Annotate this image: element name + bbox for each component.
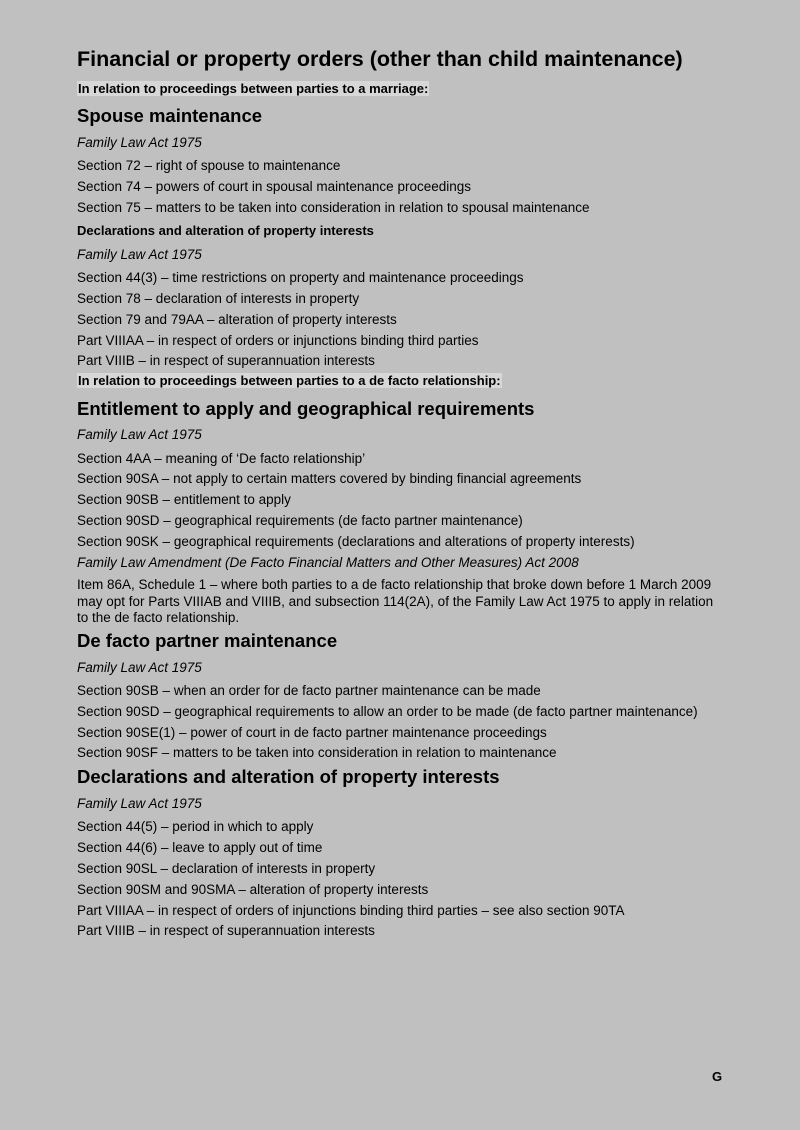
list-item: Section 90SF – matters to be taken into consideration in relation to maintenance <box>77 745 557 760</box>
list-item: Section 90SM and 90SMA – alteration of property interests <box>77 882 429 897</box>
list-item: Section 90SL – declaration of interests in property <box>77 861 376 876</box>
list-item: Section 90SA – not apply to certain matters covered by binding financial agreements <box>77 471 582 486</box>
list-item: Section 90SB – when an order for de facto partner maintenance can be made <box>77 683 541 698</box>
defacto-property-heading: Declarations and alteration of property interests <box>77 766 500 787</box>
list-item: Section 90SD – geographical requirements (de facto partner maintenance) <box>77 513 523 528</box>
list-item: Part VIIIB – in respect of superannuation interests <box>77 353 375 368</box>
list-item: Section 75 – matters to be taken into consideration in relation to spousal maintenance <box>77 200 590 215</box>
marriage-lead: In relation to proceedings between parties to a marriage: <box>78 81 429 96</box>
page-title: Financial or property orders (other than child maintenance) <box>77 47 683 71</box>
list-item: Section 79 and 79AA – alteration of property interests <box>77 312 397 327</box>
defacto-maintenance-heading: De facto partner maintenance <box>77 630 338 651</box>
list-item: Section 90SB – entitlement to apply <box>77 492 291 507</box>
act-name: Family Law Act 1975 <box>77 427 202 442</box>
list-item: Section 44(3) – time restrictions on property and maintenance proceedings <box>77 270 524 285</box>
spouse-maintenance-heading: Spouse maintenance <box>77 105 263 126</box>
list-item: Section 44(5) – period in which to apply <box>77 819 314 834</box>
list-item: Section 44(6) – leave to apply out of time <box>77 840 323 855</box>
amendment-act-name: Family Law Amendment (De Facto Financial Matters and Other Measures) Act 2008 <box>77 555 579 570</box>
act-name: Family Law Act 1975 <box>77 796 202 811</box>
list-item: Section 90SK – geographical requirements (declarations and alterations of property interests) <box>77 534 635 549</box>
act-name: Family Law Act 1975 <box>77 135 202 150</box>
act-name: Family Law Act 1975 <box>77 660 202 675</box>
list-item: Section 90SD – geographical requirements to allow an order to be made (de facto partner maintenance) <box>77 704 698 719</box>
list-item: Section 4AA – meaning of ‘De facto relationship’ <box>77 451 366 466</box>
list-item: Part VIIIB – in respect of superannuation interests <box>77 923 375 938</box>
page-marker: G <box>712 1069 723 1084</box>
list-item: Section 78 – declaration of interests in property <box>77 291 360 306</box>
defacto-lead: In relation to proceedings between parties to a de facto relationship: <box>78 373 501 388</box>
entitlement-heading: Entitlement to apply and geographical requirements <box>77 398 535 419</box>
list-item: Section 74 – powers of court in spousal maintenance proceedings <box>77 179 471 194</box>
list-item: Part VIIIAA – in respect of orders of injunctions binding third parties – see also section 90TA <box>77 903 625 918</box>
item-86a-paragraph: Item 86A, Schedule 1 – where both parties to a de facto relationship that broke down before 1 March 2009 may opt for Parts VIIIAB and VIIIB, and subsection 114(2A), of the Family Law Act 1975 to apply in relation to the de facto relationship. <box>77 577 714 625</box>
list-item: Section 90SE(1) – power of court in de facto partner maintenance proceedings <box>77 725 547 740</box>
marriage-property-heading: Declarations and alteration of property interests <box>77 223 374 238</box>
list-item: Part VIIIAA – in respect of orders or injunctions binding third parties <box>77 333 479 348</box>
act-name: Family Law Act 1975 <box>77 247 202 262</box>
list-item: Section 72 – right of spouse to maintenance <box>77 158 341 173</box>
